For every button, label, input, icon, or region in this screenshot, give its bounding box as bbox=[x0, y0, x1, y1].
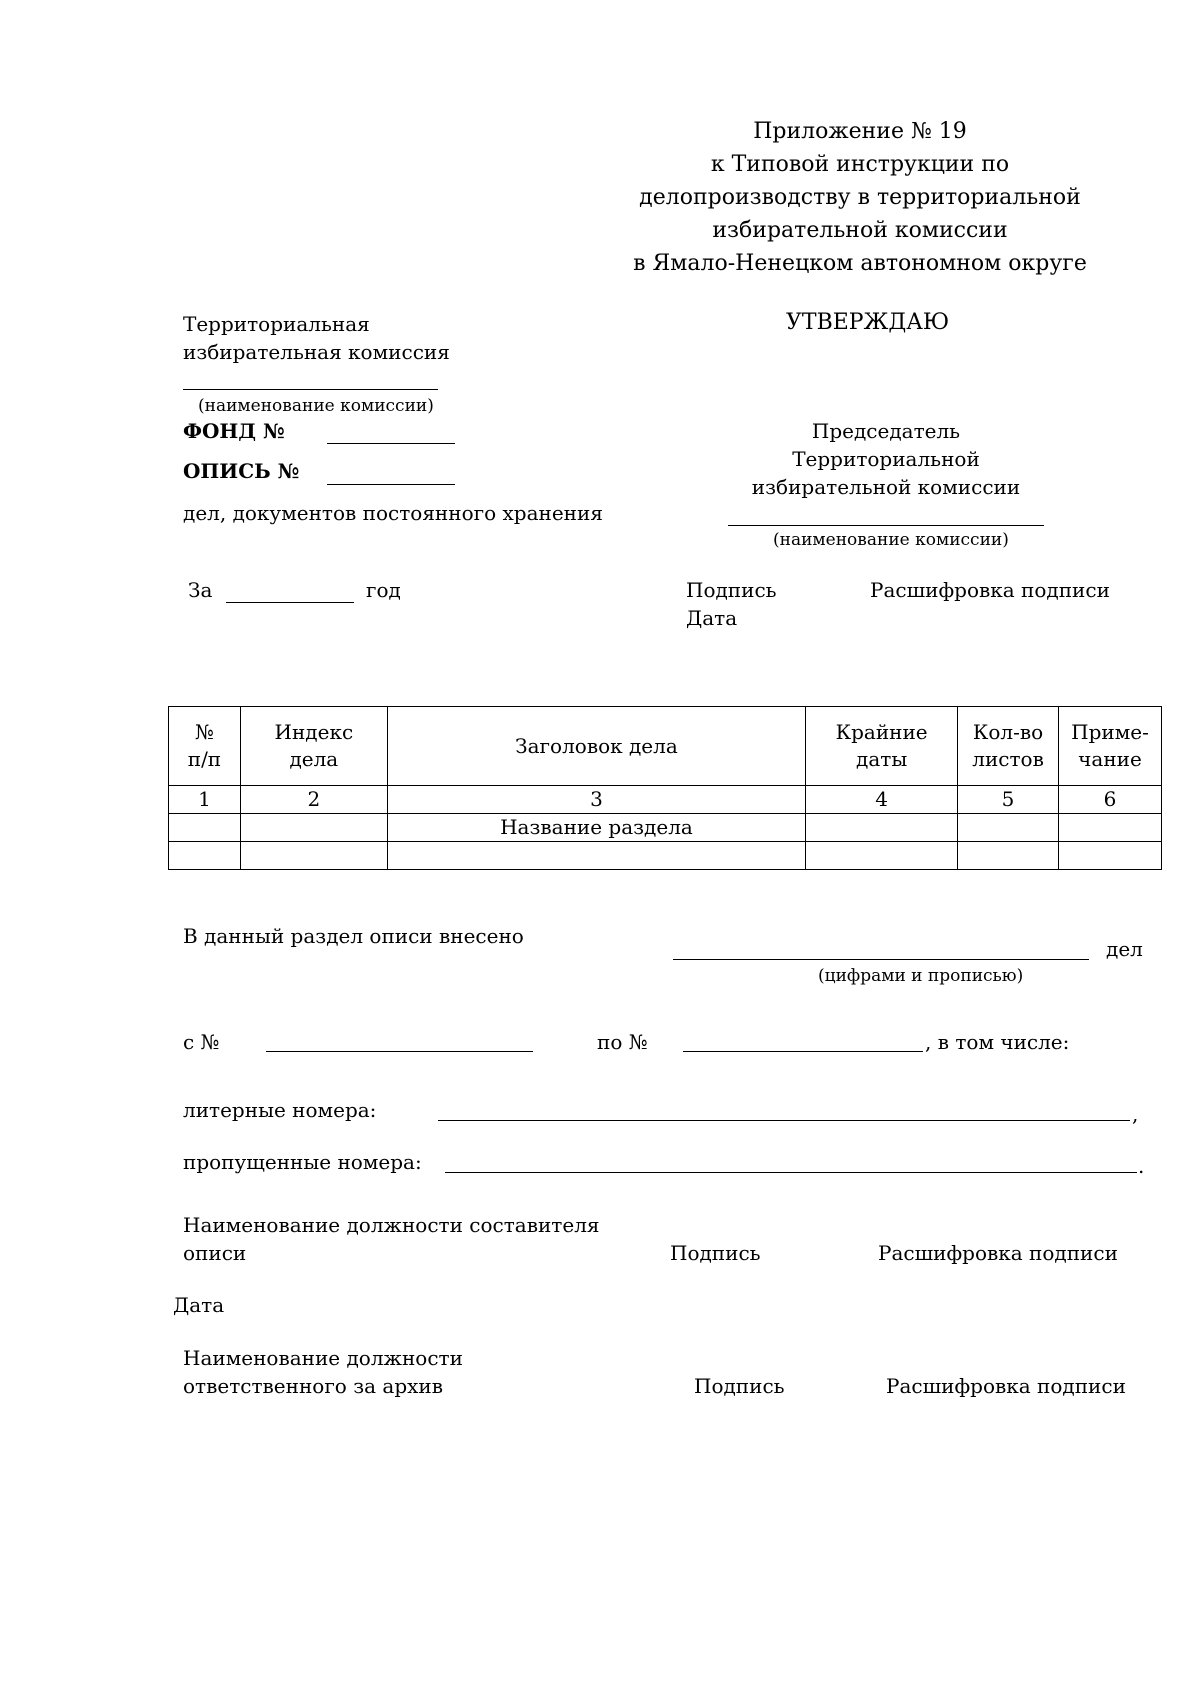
opis-label: ОПИСЬ № bbox=[183, 459, 300, 483]
entered-label: В данный раздел описи внесено bbox=[183, 924, 524, 948]
missing-numbers-field[interactable] bbox=[445, 1172, 1137, 1173]
column-number: 2 bbox=[240, 786, 387, 814]
entered-caption: (цифрами и прописью) bbox=[818, 966, 1024, 986]
year-suffix: год bbox=[366, 578, 401, 602]
archive-line2: ответственного за архив bbox=[183, 1374, 443, 1398]
header-cell: Заголовок дела bbox=[387, 707, 805, 786]
fond-label: ФОНД № bbox=[183, 419, 285, 443]
from-number-field[interactable] bbox=[266, 1051, 533, 1052]
entered-count-field[interactable] bbox=[673, 959, 1089, 960]
inventory-table bbox=[168, 706, 1162, 870]
compiler-decoding-label: Расшифровка подписи bbox=[878, 1241, 1118, 1265]
table-section-row bbox=[169, 814, 1162, 842]
fond-number-field[interactable] bbox=[327, 443, 455, 444]
archive-signature-label: Подпись bbox=[694, 1374, 785, 1398]
appendix-line: в Ямало-Ненецком автономном округе bbox=[633, 251, 1087, 276]
commission-caption: (наименование комиссии) bbox=[198, 396, 434, 416]
commission-line2: избирательная комиссия bbox=[183, 340, 450, 364]
opis-description: дел, документов постоянного хранения bbox=[183, 501, 603, 525]
archive-decoding-label: Расшифровка подписи bbox=[886, 1374, 1126, 1398]
opis-number-field[interactable] bbox=[327, 484, 455, 485]
table-row bbox=[169, 842, 1162, 870]
compiler-line1: Наименование должности составителя bbox=[183, 1213, 600, 1237]
header-cell: Индекс дела bbox=[240, 707, 387, 786]
compiler-signature-label: Подпись bbox=[670, 1241, 761, 1265]
appendix-line: избирательной комиссии bbox=[712, 218, 1008, 243]
entered-suffix: дел bbox=[1106, 937, 1143, 961]
including-label: , в том числе: bbox=[925, 1030, 1070, 1054]
column-number: 3 bbox=[387, 786, 805, 814]
approve-title: УТВЕРЖДАЮ bbox=[786, 310, 950, 335]
to-label: по № bbox=[597, 1030, 648, 1054]
commission-line1: Территориальная bbox=[183, 312, 370, 336]
appendix-line: Приложение № 19 bbox=[753, 119, 967, 144]
section-title: Название раздела bbox=[387, 814, 805, 842]
table-header-row bbox=[169, 707, 1162, 786]
column-number: 6 bbox=[1059, 786, 1162, 814]
letter-numbers-field[interactable] bbox=[438, 1120, 1130, 1121]
column-number: 4 bbox=[806, 786, 958, 814]
letter-numbers-label: литерные номера: bbox=[183, 1098, 377, 1122]
header-cell: Кол-во листов bbox=[958, 707, 1059, 786]
from-label: с № bbox=[183, 1030, 220, 1054]
commission-name-field[interactable] bbox=[183, 389, 438, 390]
header-cell: № п/п bbox=[169, 707, 241, 786]
approve-commission-field[interactable] bbox=[728, 525, 1044, 526]
column-number: 5 bbox=[958, 786, 1059, 814]
approve-decoding-label: Расшифровка подписи bbox=[870, 578, 1110, 602]
header-cell: Крайние даты bbox=[806, 707, 958, 786]
missing-numbers-label: пропущенные номера: bbox=[183, 1150, 422, 1174]
approve-date-label: Дата bbox=[686, 606, 738, 630]
table-number-row bbox=[169, 786, 1162, 814]
appendix-block bbox=[590, 115, 1130, 280]
letter-numbers-end: , bbox=[1132, 1102, 1139, 1126]
approve-signature-label: Подпись bbox=[686, 578, 777, 602]
year-prefix: За bbox=[188, 578, 213, 602]
approve-commission-caption: (наименование комиссии) bbox=[773, 530, 1009, 550]
archive-line1: Наименование должности bbox=[183, 1346, 463, 1370]
appendix-line: делопроизводству в территориальной bbox=[639, 185, 1081, 210]
year-field[interactable] bbox=[226, 602, 354, 603]
compiler-line2: описи bbox=[183, 1241, 247, 1265]
approve-line2: Территориальной bbox=[792, 447, 980, 471]
missing-numbers-end: . bbox=[1138, 1154, 1145, 1178]
header-cell: Приме- чание bbox=[1059, 707, 1162, 786]
approve-line1: Председатель bbox=[811, 419, 961, 443]
compiler-date-label: Дата bbox=[173, 1293, 225, 1317]
appendix-line: к Типовой инструкции по bbox=[710, 152, 1010, 177]
approve-line3: избирательной комиссии bbox=[751, 475, 1021, 499]
to-number-field[interactable] bbox=[683, 1051, 923, 1052]
column-number: 1 bbox=[169, 786, 241, 814]
